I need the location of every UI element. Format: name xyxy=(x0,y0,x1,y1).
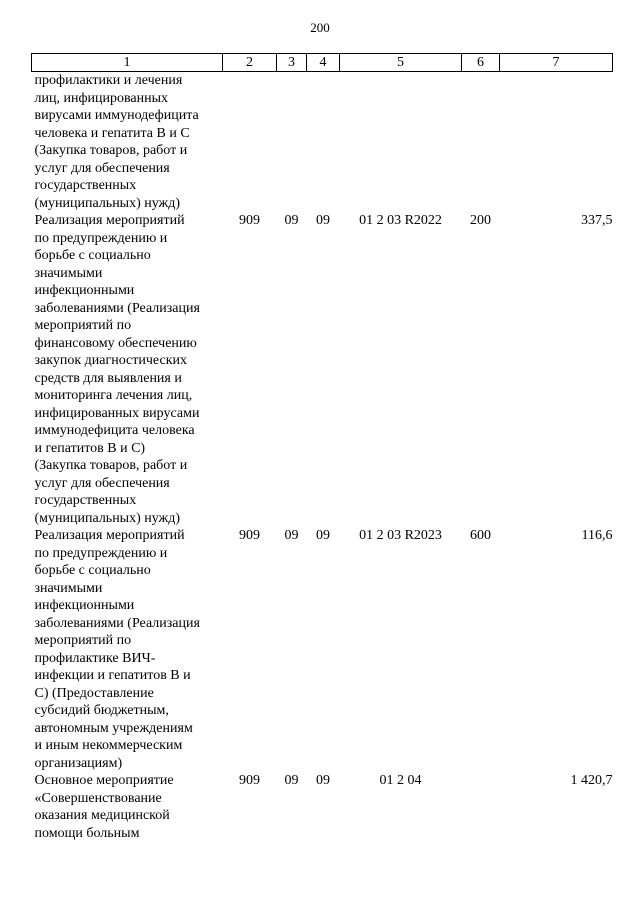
ministry-code-cell: 909 xyxy=(239,528,260,543)
target-article-cell: 01 2 03 R2022 xyxy=(359,213,442,228)
item-name-line: (Закупка товаров, работ и xyxy=(34,458,188,473)
item-name-line: инфекционными xyxy=(34,598,135,613)
item-name-line: мероприятий по xyxy=(34,633,132,648)
header-col-5: 5 xyxy=(340,54,462,72)
item-name-line: значимыми xyxy=(34,580,103,596)
header-row xyxy=(32,54,613,72)
item-name-line: по предупреждению и xyxy=(34,545,168,561)
expense-type-cell xyxy=(462,772,500,842)
table-row xyxy=(32,72,613,213)
item-name-cell xyxy=(32,212,223,527)
item-name-line: и иным некоммерческим xyxy=(34,738,183,753)
item-name-line: вирусами иммунодефицита xyxy=(34,108,199,123)
item-name-line: услуг для обеспечения xyxy=(34,475,170,491)
item-name-line: (муниципальных) нужд) xyxy=(34,510,181,526)
item-name-line: С) (Предоставление xyxy=(34,685,154,701)
item-name-line: автономным учреждениям xyxy=(34,720,193,736)
item-name-line: государственных xyxy=(34,178,137,193)
page-number: 200 xyxy=(310,20,330,35)
item-name-line: помощи больным xyxy=(34,825,140,841)
item-name-line: закупок диагностических xyxy=(34,353,187,368)
item-name-line: и гепатитов В и С) xyxy=(34,440,146,456)
subsection-code-cell: 09 xyxy=(316,773,330,788)
item-name-cell xyxy=(32,72,223,213)
item-name-line: профилактике ВИЧ- xyxy=(34,650,156,666)
table-row xyxy=(32,527,613,772)
item-name-line: значимыми xyxy=(34,265,103,281)
item-name-cell xyxy=(32,527,223,772)
item-name-line: инфекции и гепатитов В и xyxy=(34,668,191,683)
section-code-cell: 09 xyxy=(284,773,299,788)
expense-type-cell: 200 xyxy=(470,213,491,228)
amount-cell xyxy=(500,72,613,213)
amount-cell: 116,6 xyxy=(581,528,613,543)
subsection-code-cell: 09 xyxy=(316,528,330,543)
subsection-code-cell: 09 xyxy=(316,213,330,228)
table-row xyxy=(32,212,613,527)
item-name-line: заболеваниями (Реализация xyxy=(34,615,200,631)
ministry-code-cell: 909 xyxy=(239,213,260,228)
amount-cell: 1 420,7 xyxy=(570,773,613,788)
item-name-line: Основное мероприятие xyxy=(34,773,174,788)
item-name-line: по предупреждению и xyxy=(34,230,168,246)
header-col-4: 4 xyxy=(307,54,340,72)
header-col-6: 6 xyxy=(462,54,500,72)
item-name-line: мониторинга лечения лиц, xyxy=(34,388,193,403)
item-name-line: организациям) xyxy=(34,755,123,771)
item-name-line: борьбе с социально xyxy=(34,248,151,263)
item-name-line: профилактики и лечения xyxy=(34,73,183,88)
subsection-code-cell xyxy=(307,72,340,213)
expense-type-cell: 600 xyxy=(470,528,491,543)
item-name-line: заболеваниями (Реализация xyxy=(34,300,200,316)
item-name-line: борьбе с социально xyxy=(34,563,151,578)
item-name-line: государственных xyxy=(34,493,137,508)
item-name-line: оказания медицинской xyxy=(34,808,170,823)
section-code-cell: 09 xyxy=(284,528,299,543)
item-name-line: лиц, инфицированных xyxy=(34,90,169,106)
item-name-line: средств для выявления и xyxy=(34,370,182,386)
table-row xyxy=(32,772,613,842)
table-header xyxy=(32,54,613,72)
target-article-cell: 01 2 04 xyxy=(379,773,422,788)
ministry-code-cell: 909 xyxy=(239,773,260,788)
item-name-line: человека и гепатита В и С xyxy=(34,125,190,141)
item-name-line: инфекционными xyxy=(34,283,135,298)
item-name-line: «Совершенствование xyxy=(34,790,162,806)
section-code-cell xyxy=(277,72,307,213)
section-code-cell: 09 xyxy=(284,213,299,228)
item-name-line: мероприятий по xyxy=(34,318,132,333)
ministry-code-cell xyxy=(223,72,277,213)
item-name-line: (Закупка товаров, работ и xyxy=(34,143,188,158)
expense-type-cell xyxy=(462,72,500,213)
item-name-line: Реализация мероприятий xyxy=(34,213,185,228)
amount-cell: 337,5 xyxy=(581,213,613,228)
budget-table xyxy=(31,53,613,842)
header-col-2: 2 xyxy=(223,54,277,72)
item-name-line: (муниципальных) нужд) xyxy=(34,195,181,211)
item-name-line: иммунодефицита человека xyxy=(34,423,195,438)
table-body xyxy=(32,72,613,843)
item-name-line: субсидий бюджетным, xyxy=(34,703,169,718)
target-article-cell xyxy=(340,72,462,213)
item-name-line: Реализация мероприятий xyxy=(34,528,185,543)
header-col-7: 7 xyxy=(500,54,613,72)
item-name-line: инфицированных вирусами xyxy=(34,405,200,421)
header-col-1: 1 xyxy=(32,54,223,72)
item-name-cell xyxy=(32,772,223,842)
item-name-line: услуг для обеспечения xyxy=(34,160,170,176)
header-col-3: 3 xyxy=(277,54,307,72)
item-name-line: финансовому обеспечению xyxy=(34,335,197,351)
target-article-cell: 01 2 03 R2023 xyxy=(359,528,442,543)
